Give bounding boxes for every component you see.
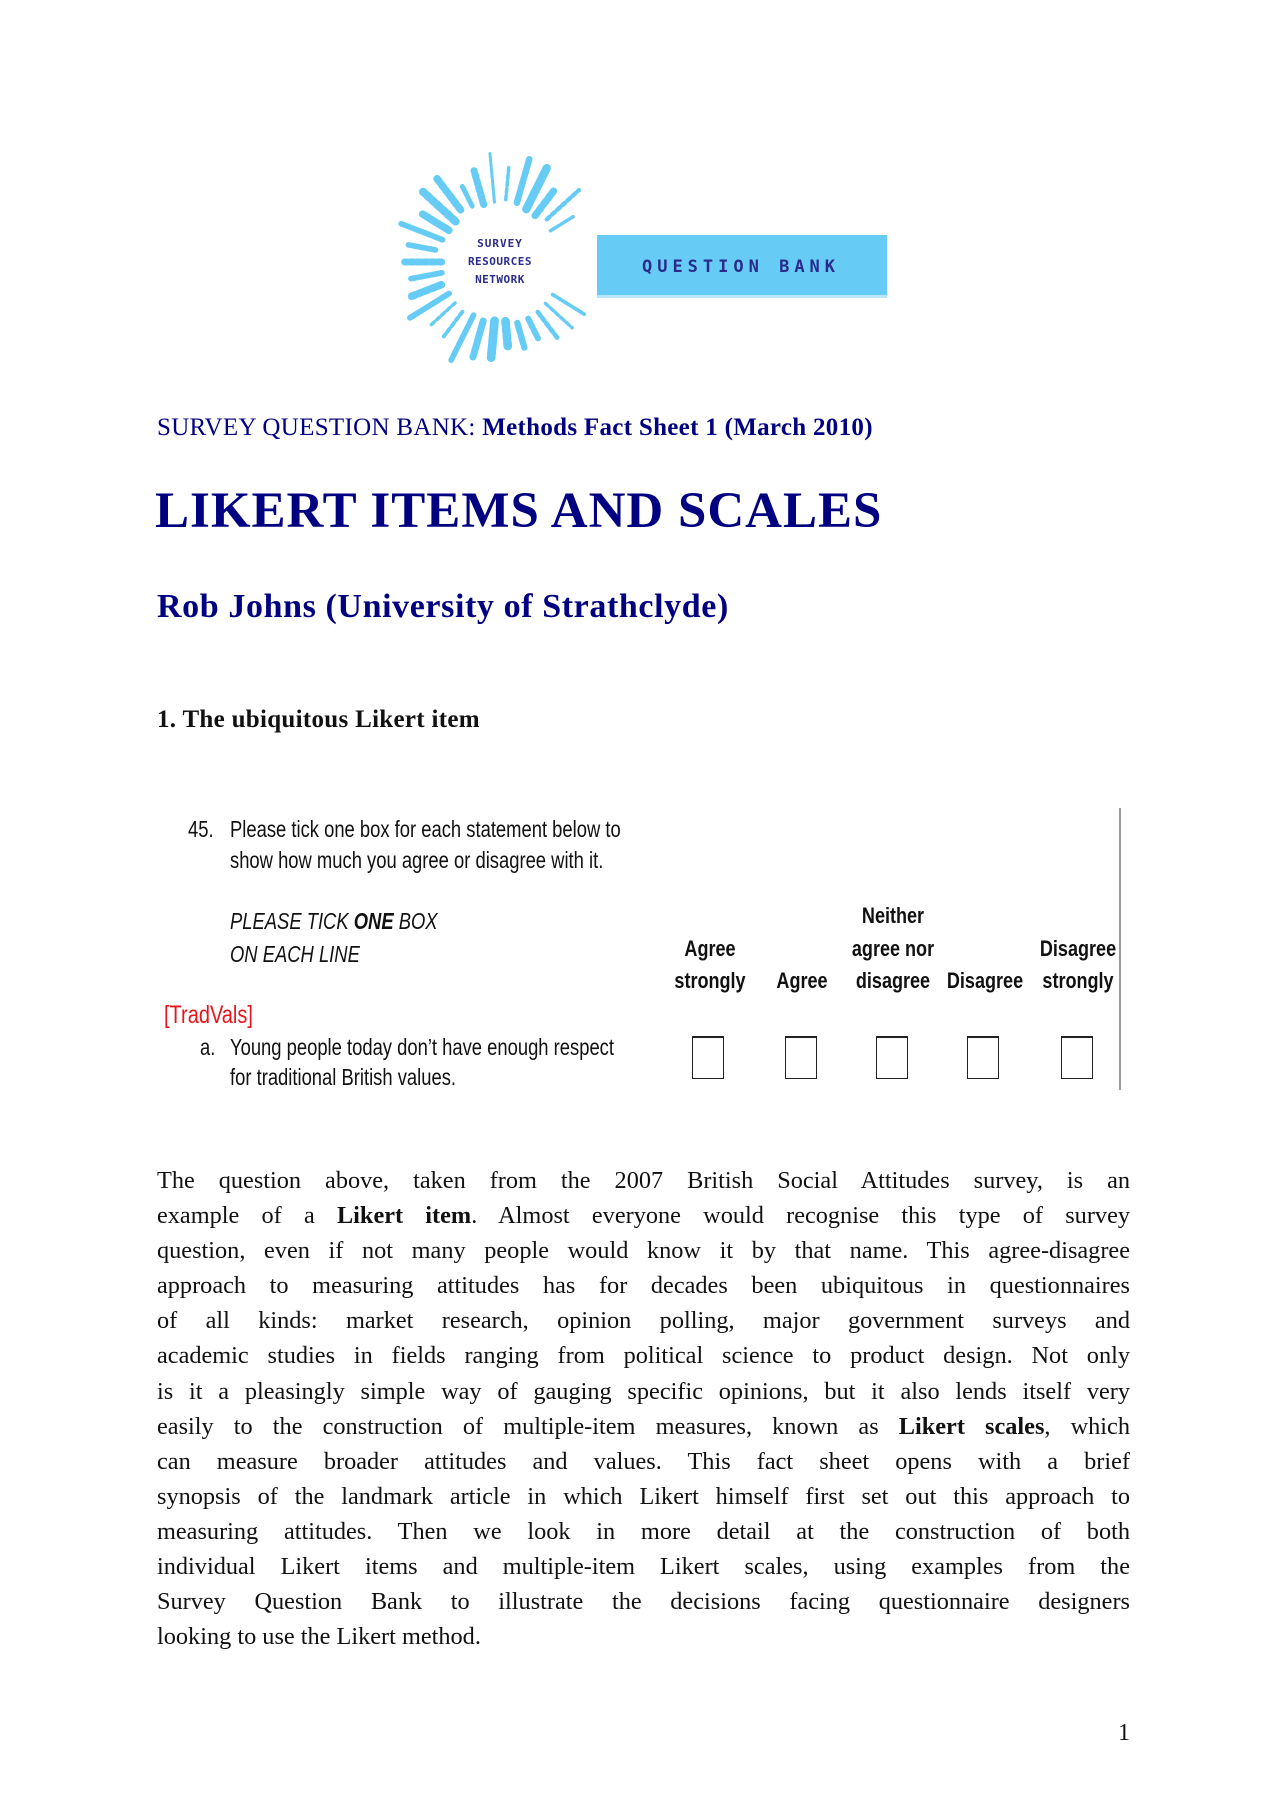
logo-ray: [550, 217, 573, 231]
paragraph-line: academic studies in fields ranging from political science to product design. Not only: [157, 1342, 1130, 1370]
logo-ray: [411, 273, 442, 279]
paragraph-line: approach to measuring attitudes has for decades been ubiquitous in questionnaires: [157, 1272, 1130, 1300]
option-header-disagree: Disagree: [946, 968, 1024, 993]
checkbox-neither[interactable]: [876, 1036, 908, 1079]
instruction: [230, 910, 438, 933]
paragraph-line: synopsis of the landmark article in which Likert himself first set out this approach to: [157, 1482, 1130, 1510]
logo-ray: [431, 303, 455, 325]
option-header-agree: Agree: [776, 968, 828, 993]
option-header-disagree-strongly: Disagree strongly: [1039, 936, 1117, 993]
checkbox-agree-strongly[interactable]: [692, 1036, 724, 1079]
logo-ray: [474, 171, 484, 205]
logo-ray: [411, 285, 441, 297]
question-prompt-line: Please tick one box for each statement below to: [230, 816, 621, 842]
page-number: 1: [1118, 1720, 1130, 1746]
item-text-line: Young people today don’t have enough respect: [230, 1034, 614, 1060]
option-header-neither: Neither agree nor disagree: [851, 903, 935, 993]
logo-ray: [444, 312, 463, 337]
paragraph-line: Survey Question Bank to illustrate the decisions facing questionnaire designers: [157, 1588, 1130, 1616]
paragraph-line: looking to use the Likert method.: [157, 1623, 481, 1651]
variable-tag: [TradVals]: [164, 1001, 253, 1029]
author: Rob Johns (University of Strathclyde): [157, 588, 729, 625]
logo-banner-shadow: [597, 295, 887, 298]
survey-resources-network-logo: [395, 150, 895, 385]
term-likert-item: Likert item: [336, 1202, 472, 1230]
instruction-line2: ON EACH LINE: [230, 941, 360, 967]
page-title: LIKERT ITEMS AND SCALES: [155, 483, 883, 539]
checkbox-disagree[interactable]: [967, 1036, 999, 1079]
column-divider: [1119, 808, 1121, 1090]
logo-ray: [473, 321, 483, 357]
checkbox-disagree-strongly[interactable]: [1061, 1036, 1093, 1079]
paragraph-line: measuring attitudes. Then we look in more detail at the construction of both: [157, 1517, 1130, 1545]
logo-ray: [517, 323, 524, 348]
logo-ray: [517, 159, 529, 202]
instruction-bold: ONE: [353, 908, 394, 934]
term-likert-scales: Likert scales: [898, 1412, 1045, 1440]
paragraph-line: question, even if not many people would know it by that name. This agree-disagree: [157, 1237, 1130, 1265]
instruction-post: BOX: [393, 908, 438, 934]
option-header-agree-strongly: Agree strongly: [674, 936, 746, 993]
series-name: SURVEY QUESTION BANK:: [157, 414, 476, 441]
item-text-line: for traditional British values.: [230, 1064, 457, 1090]
logo-ray: [538, 312, 558, 338]
instruction-pre: PLEASE TICK: [230, 908, 354, 934]
logo-ray: [553, 295, 585, 315]
logo-ray: [490, 154, 495, 203]
logo-text-network: NETWORK: [475, 273, 525, 286]
paragraph-line: example of a Likert item. Almost everyone would recognise this type of survey: [157, 1202, 1131, 1230]
logo-ray: [505, 321, 507, 348]
section-heading: 1. The ubiquitous Likert item: [157, 706, 480, 733]
question-number: 45.: [188, 816, 214, 842]
logo-ray: [462, 185, 472, 206]
logo-banner-text: QUESTION BANK: [641, 257, 841, 277]
paragraph-line: is it a pleasingly simple way of gauging specific opinions, but it also lends itself very: [157, 1377, 1130, 1405]
logo-ray: [408, 245, 435, 250]
item-letter: a.: [200, 1034, 216, 1060]
paragraph-line: of all kinds: market research, opinion polling, major government surveys and: [157, 1307, 1130, 1335]
fact-sheet-header: [157, 414, 873, 442]
sheet-name: Methods Fact Sheet 1 (March 2010): [482, 414, 873, 441]
paragraph-line: easily to the construction of multiple-item measures, known as Likert scales, which: [157, 1412, 1130, 1440]
logo-text-survey: SURVEY: [477, 237, 523, 250]
paragraph-line: can measure broader attitudes and values. This fact sheet opens with a brief: [157, 1447, 1130, 1475]
paragraph-line: individual Likert items and multiple-item Likert scales, using examples from the: [157, 1553, 1130, 1581]
logo-text-resources: RESOURCES: [467, 255, 533, 268]
logo-ray: [528, 319, 539, 340]
paragraph-line: The question above, taken from the 2007 British Social Attitudes survey, is an: [157, 1167, 1130, 1194]
checkbox-agree[interactable]: [785, 1036, 817, 1079]
logo-ray: [491, 321, 494, 358]
logo-ray: [506, 166, 509, 199]
body-paragraph: [157, 1163, 1130, 1654]
question-prompt-line: show how much you agree or disagree with it.: [230, 847, 604, 873]
